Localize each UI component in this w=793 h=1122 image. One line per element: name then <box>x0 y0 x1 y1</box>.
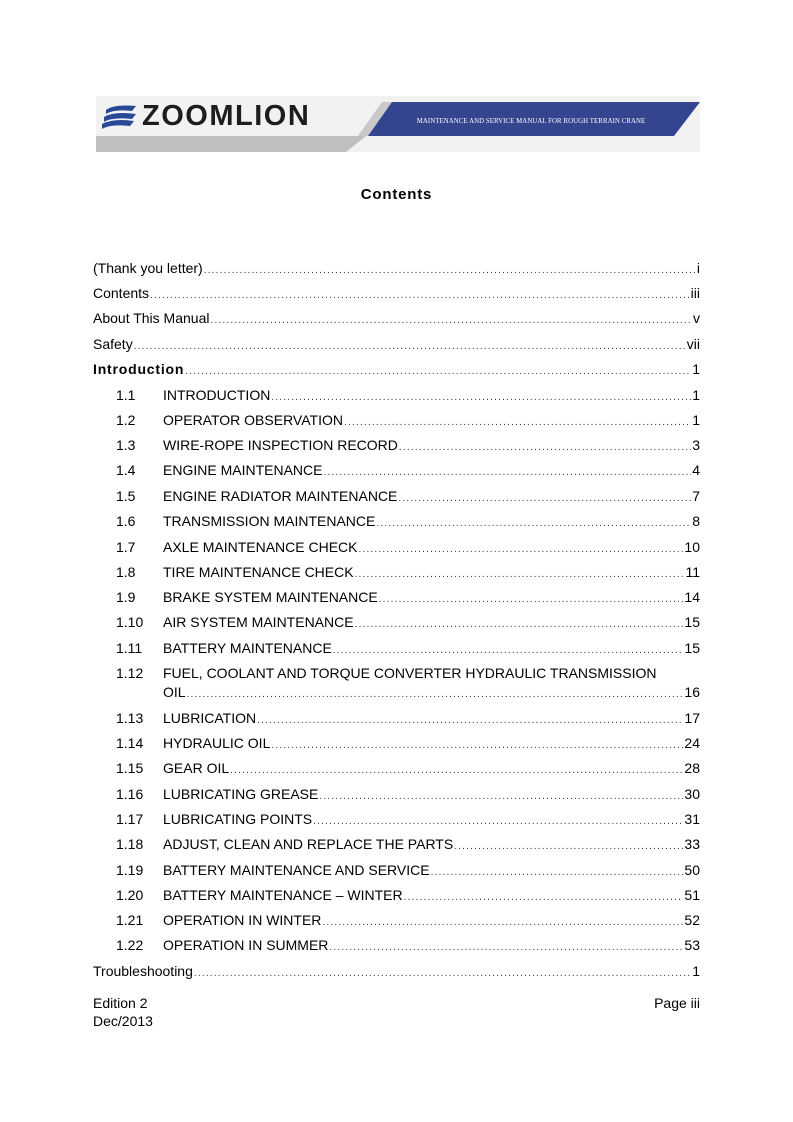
toc-entry-label: About This Manual <box>93 310 210 326</box>
toc-entry-1-10[interactable] <box>163 614 700 633</box>
toc-entry-label: TRANSMISSION MAINTENANCE <box>163 513 376 529</box>
section-number: 1.1 <box>116 387 136 403</box>
toc-entry-label: OPERATION IN WINTER <box>163 912 322 928</box>
toc-entry-page: 51 <box>684 887 700 903</box>
toc-entry-label: INTRODUCTION <box>163 387 271 403</box>
footer-edition: Edition 2 <box>93 995 148 1011</box>
toc-entry-page: 16 <box>684 684 700 700</box>
section-number: 1.7 <box>116 539 136 555</box>
toc-entry-1-8[interactable] <box>163 564 700 583</box>
toc-entry-page: 7 <box>692 488 700 504</box>
toc-entry-page: 14 <box>684 589 700 605</box>
toc-entry-label: BRAKE SYSTEM MAINTENANCE <box>163 589 378 605</box>
toc-entry-1-12-label[interactable]: FUEL, COOLANT AND TORQUE CONVERTER HYDRAULIC TRANSMISSION <box>163 665 657 681</box>
toc-entry-page: 50 <box>684 862 700 878</box>
section-number: 1.9 <box>116 589 136 605</box>
section-number: 1.5 <box>116 488 136 504</box>
toc-entry-1-12[interactable] <box>163 684 700 703</box>
toc-entry-label: ENGINE RADIATOR MAINTENANCE <box>163 488 398 504</box>
toc-entry-page: iii <box>690 285 700 301</box>
toc-entry-page: 10 <box>684 539 700 555</box>
toc-entry-1-5[interactable] <box>163 488 700 507</box>
section-number: 1.22 <box>116 937 144 953</box>
section-number: 1.4 <box>116 462 136 478</box>
toc-entry-page: 52 <box>684 912 700 928</box>
section-number: 1.20 <box>116 887 144 903</box>
section-number: 1.12 <box>116 665 144 681</box>
toc-entry-troubleshooting[interactable] <box>93 963 700 982</box>
toc-entry-label: WIRE-ROPE INSPECTION RECORD <box>163 437 398 453</box>
toc-entry-page: 3 <box>692 437 700 453</box>
toc-entry-label: Contents <box>93 285 150 301</box>
section-number: 1.10 <box>116 614 144 630</box>
toc-entry-label: BATTERY MAINTENANCE AND SERVICE <box>163 862 430 878</box>
toc-entry-page: 1 <box>692 963 700 979</box>
toc-entry-1-22[interactable] <box>163 937 700 956</box>
toc-entry-label: LUBRICATION <box>163 710 257 726</box>
toc-entry-1-16[interactable] <box>163 786 700 805</box>
toc-entry-1-6[interactable] <box>163 513 700 532</box>
toc-entry-label: Troubleshooting <box>93 963 193 979</box>
toc-entry-page: 15 <box>684 640 700 656</box>
toc-entry-label: BATTERY MAINTENANCE – WINTER <box>163 887 403 903</box>
section-number: 1.18 <box>116 836 144 852</box>
section-number: 1.8 <box>116 564 136 580</box>
toc-entry-label: ADJUST, CLEAN AND REPLACE THE PARTS <box>163 836 454 852</box>
footer-date: Dec/2013 <box>93 1013 153 1029</box>
toc-entry-about[interactable] <box>93 310 700 329</box>
section-number: 1.15 <box>116 760 144 776</box>
toc-entry-1-1[interactable] <box>163 387 700 406</box>
section-number: 1.19 <box>116 862 144 878</box>
toc-entry-page: v <box>693 310 700 326</box>
toc-entry-page: 8 <box>692 513 700 529</box>
toc-entry-page: 53 <box>684 937 700 953</box>
toc-entry-page: 1 <box>692 361 700 377</box>
section-number: 1.2 <box>116 412 136 428</box>
toc-entry-1-13[interactable] <box>163 710 700 729</box>
toc-entry-label: BATTERY MAINTENANCE <box>163 640 332 656</box>
toc-entry-contents[interactable] <box>93 285 700 304</box>
toc-entry-label: TIRE MAINTENANCE CHECK <box>163 564 354 580</box>
toc-entry-page: 1 <box>692 387 700 403</box>
page-title: Contents <box>360 186 433 203</box>
toc-entry-1-7[interactable] <box>163 539 700 558</box>
toc-entry-page: i <box>696 260 700 276</box>
toc-entry-label: OPERATOR OBSERVATION <box>163 412 343 428</box>
section-number: 1.16 <box>116 786 144 802</box>
section-number: 1.6 <box>116 513 136 529</box>
toc-entry-1-18[interactable] <box>163 836 700 855</box>
toc-entry-1-11[interactable] <box>163 640 700 659</box>
toc-entry-1-2[interactable] <box>163 412 700 431</box>
toc-entry-thank-you[interactable] <box>93 260 700 279</box>
toc-entry-page: 33 <box>684 836 700 852</box>
toc-entry-label: ENGINE MAINTENANCE <box>163 462 323 478</box>
section-number: 1.21 <box>116 912 144 928</box>
toc-entry-page: 17 <box>684 710 700 726</box>
section-number: 1.17 <box>116 811 144 827</box>
footer-page-number: Page iii <box>654 995 700 1011</box>
toc-entry-page: 11 <box>685 564 700 580</box>
toc-entry-page: 15 <box>684 614 700 630</box>
toc-entry-label: Introduction <box>93 361 185 377</box>
toc-entry-1-14[interactable] <box>163 735 700 754</box>
toc-entry-label: LUBRICATING POINTS <box>163 811 313 827</box>
toc-entry-1-17[interactable] <box>163 811 700 830</box>
toc-entry-label: HYDRAULIC OIL <box>163 735 271 751</box>
toc-entry-label: OPERATION IN SUMMER <box>163 937 329 953</box>
toc-entry-label: LUBRICATING GREASE <box>163 786 319 802</box>
toc-entry-safety[interactable] <box>93 336 700 355</box>
toc-entry-1-4[interactable] <box>163 462 700 481</box>
banner-caption: MAINTENANCE AND SERVICE MANUAL FOR ROUGH TERRAIN CRANE <box>416 118 646 125</box>
toc-entry-introduction[interactable] <box>93 361 700 380</box>
toc-entry-page: 4 <box>692 462 700 478</box>
toc-entry-1-9[interactable] <box>163 589 700 608</box>
toc-entry-label: (Thank you letter) <box>93 260 203 276</box>
toc-entry-1-19[interactable] <box>163 862 700 881</box>
toc-entry-page: 1 <box>692 412 700 428</box>
toc-entry-page: 28 <box>684 760 700 776</box>
section-number: 1.13 <box>116 710 144 726</box>
toc-entry-label: OIL <box>163 684 186 700</box>
toc-entry-1-3[interactable] <box>163 437 700 456</box>
toc-entry-label: Safety <box>93 336 133 352</box>
toc-entry-label: AIR SYSTEM MAINTENANCE <box>163 614 354 630</box>
section-number: 1.11 <box>116 640 143 656</box>
toc-entry-label: GEAR OIL <box>163 760 230 776</box>
toc-entry-1-15[interactable] <box>163 760 700 779</box>
logo-wordmark: ZOOMLION <box>142 100 311 132</box>
toc-entry-1-21[interactable] <box>163 912 700 931</box>
section-number: 1.3 <box>116 437 136 453</box>
toc-entry-page: vii <box>686 336 700 352</box>
toc-entry-label: AXLE MAINTENANCE CHECK <box>163 539 358 555</box>
toc-entry-page: 30 <box>684 786 700 802</box>
section-number: 1.14 <box>116 735 144 751</box>
toc-entry-page: 31 <box>684 811 700 827</box>
toc-entry-1-20[interactable] <box>163 887 700 906</box>
toc-entry-page: 24 <box>684 735 700 751</box>
